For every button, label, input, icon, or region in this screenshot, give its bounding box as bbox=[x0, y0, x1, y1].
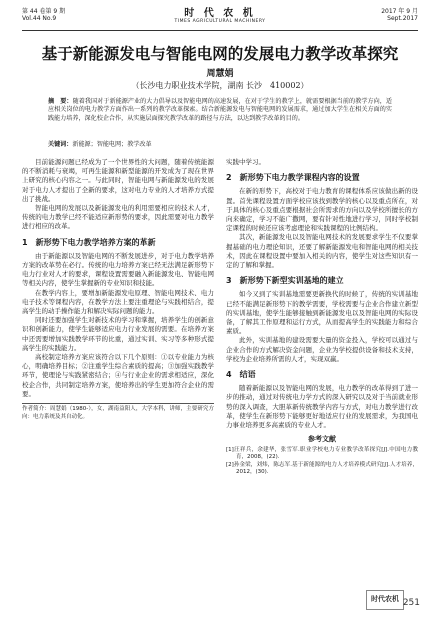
journal-name bbox=[22, 8, 418, 25]
references-title: 参考文献 bbox=[308, 435, 336, 444]
author-footnote: 作者简介：周慧娟（1980-），女，湖南益阳人，大学本科，讲师，主要研究方向：电力系统及其自动化。 bbox=[22, 403, 214, 421]
section-1-paragraph: 同时还要加强学生对新技术的学习和掌握，培养学生的创新意识和创新能力，使学生能够适应电力行业发展的需要。在培养方案中还需要增加实践教学环节的比重，通过实训、实习等多种形式提高学生的实践能力。 bbox=[22, 316, 214, 352]
issue-date-zh: 2017 年 9 月 bbox=[381, 8, 418, 15]
journal-name-en: TIMES AGRICULTURAL MACHINERY bbox=[174, 19, 266, 24]
left-column bbox=[22, 158, 214, 421]
reference-item: [1]汪祥兵，余建华，张雪军.职业学校电力专业教学改革探究[J].中国电力教育，2008，(22). bbox=[226, 446, 418, 461]
abstract-label: 摘 要： bbox=[48, 98, 73, 105]
keywords-text: 新能源；智能电网；教学改革 bbox=[72, 141, 152, 148]
intro-paragraph: 目前能源问题已经成为了一个世界性的大问题，随着传统能源的不断消耗与衰竭，可再生能源和新型能源的开发成为了现在世界上研究的核心内容之一。与此同时，智能电网与新能源发电的发展对于电力人才提出了全新的要求，这对电力专业的人才培养方式提出了挑战。 bbox=[22, 158, 214, 203]
article-affiliation: （长沙电力职业技术学院，湖南 长沙 410002） bbox=[131, 81, 309, 90]
section-1-paragraph: 由于新能源以及智能电网的不断发展进步，对于电力教学培养方案的改革势在必行。传统的电力培养方案已经无法满足新形势下电力行业对人才的要求，课程设置需要融入新能源发电、智能电网等相关内容，使学生掌握新的专业知识和技能。 bbox=[22, 251, 214, 288]
intro-paragraph: 智能电网的发展以及新能源发电的利用需要相应的技术人才，传统的电力教学已经不能适应新形势的要求，因此需要对电力教学进行相应的改革。 bbox=[22, 204, 214, 231]
journal-header bbox=[22, 8, 418, 31]
page-number: 251 bbox=[402, 598, 420, 608]
article-author: 周慧娟 bbox=[206, 69, 234, 79]
continued-paragraph: 实践中学习。 bbox=[226, 158, 265, 166]
section-1-paragraph: 在教学内容上，要增加新能源发电原理、智能电网技术、电力电子技术等课程内容，在教学方法上要注重理论与实践相结合，提高学生的动手操作能力和解决实际问题的能力。 bbox=[22, 288, 214, 316]
section-2-heading: 2 新形势下电力教学课程内容的设置 bbox=[226, 173, 360, 183]
issue-volume-en: Vol.44 No.9 bbox=[22, 15, 57, 22]
keywords-label: 关键词： bbox=[48, 141, 73, 148]
issue-date bbox=[381, 8, 418, 22]
section-4-paragraph: 随着新能源以及智能电网的发展，电力教学的改革得到了进一步的推动，通过对传统电力学方式的深入研究以及对于当前就业形势的深入调查，大胆革新传统教学内容与方式，对电力教学进行改革，使学生在新形势下能够更好地适应行业的发展需求，为我国电力事业培养更多高素质的专业人才。 bbox=[226, 384, 418, 430]
section-2-paragraph: 在新的形势下，高校对于电力教育的课程体系应该做出新的设置。首先课程设置方面学校应该找到教学的核心以及重点所在，对于具体的核心及重点要根据社会所需求的方向以及学校所擅长的方向来确定，学习不能广撒网，要有针对性地进行学习，同时学校制定课程的时候还应该考虑理论和实践课程的比例结构。 bbox=[226, 187, 418, 233]
journal-logo: 时代农机 bbox=[366, 590, 404, 610]
references bbox=[226, 436, 418, 476]
section-3-paragraph: 如今又到了实训基地需要更新换代的时候了，传统的实训基地已经不能满足新形势下的教学需要，学校需要与企业合作建立新型的实训基地，使学生能够接触到新能源发电以及智能电网的实际设备，了解其工作原理和运行方式，从而提高学生的实践能力和综合素质。 bbox=[226, 290, 418, 336]
abstract bbox=[48, 98, 392, 123]
section-4-heading: 4 结语 bbox=[226, 370, 256, 380]
article-title: 基于新能源发电与智能电网的发展电力教学改革探究 bbox=[41, 44, 399, 63]
reference-item: [2]孙金梁，刘炜，陈志军.基于新能源的电力人才培养模式研究[J].人才培养，2012，(30). bbox=[226, 461, 418, 475]
abstract-text: 随着我国对于新能源产业的大力倡导以及智能电网的高速发展，在对于学生的教学上，就需要根据当前的教学方向，适应相关岗位的电力教学方面作出一系列的教学改革探索。结合新能源发电与智能电网的发展需求，通过加大学生在相关方面的实践能力培养，深化校企合作，从实施层面探究教学改革的路径与方法，以达到教学改革的目的。 bbox=[48, 98, 393, 122]
issue-date-en: Sept.2017 bbox=[387, 15, 418, 22]
section-1-paragraph: 高校制定培养方案应该符合以下几个原则：①以专业能力为核心，明确培养目标；②注重学生综合素质的提高；③加强实践教学环节，使理论与实践紧密结合；④与行业企业的需求相适应，深化校企合作，共同制定培养方案，使培养出的学生更加符合企业的需要。 bbox=[22, 353, 214, 398]
section-1-heading: 1 新形势下电力教学培养方案的革新 bbox=[22, 237, 156, 247]
section-3-heading: 3 新形势下新型实训基地的建立 bbox=[226, 276, 344, 286]
section-3-paragraph: 此外，实训基地的建设需要大量的资金投入，学校可以通过与企业合作的方式解决资金问题，企业为学校提供设备和技术支持，学校为企业培养所需的人才，实现双赢。 bbox=[226, 336, 418, 363]
keywords bbox=[48, 139, 392, 148]
issue-volume: 第 44 卷第 9 期 bbox=[22, 8, 66, 15]
journal-name-zh: 时 代 农 机 bbox=[184, 8, 256, 19]
right-column bbox=[226, 158, 418, 476]
section-2-paragraph: 其次，新能源发电以及智能电网技术的发展要求学生不仅要掌握基础的电力理论知识，还要了解新能源发电和智能电网的相关技术，因此在课程设置中要加入相关的内容，使学生对这些知识有一定的了解和掌握。 bbox=[226, 233, 418, 270]
